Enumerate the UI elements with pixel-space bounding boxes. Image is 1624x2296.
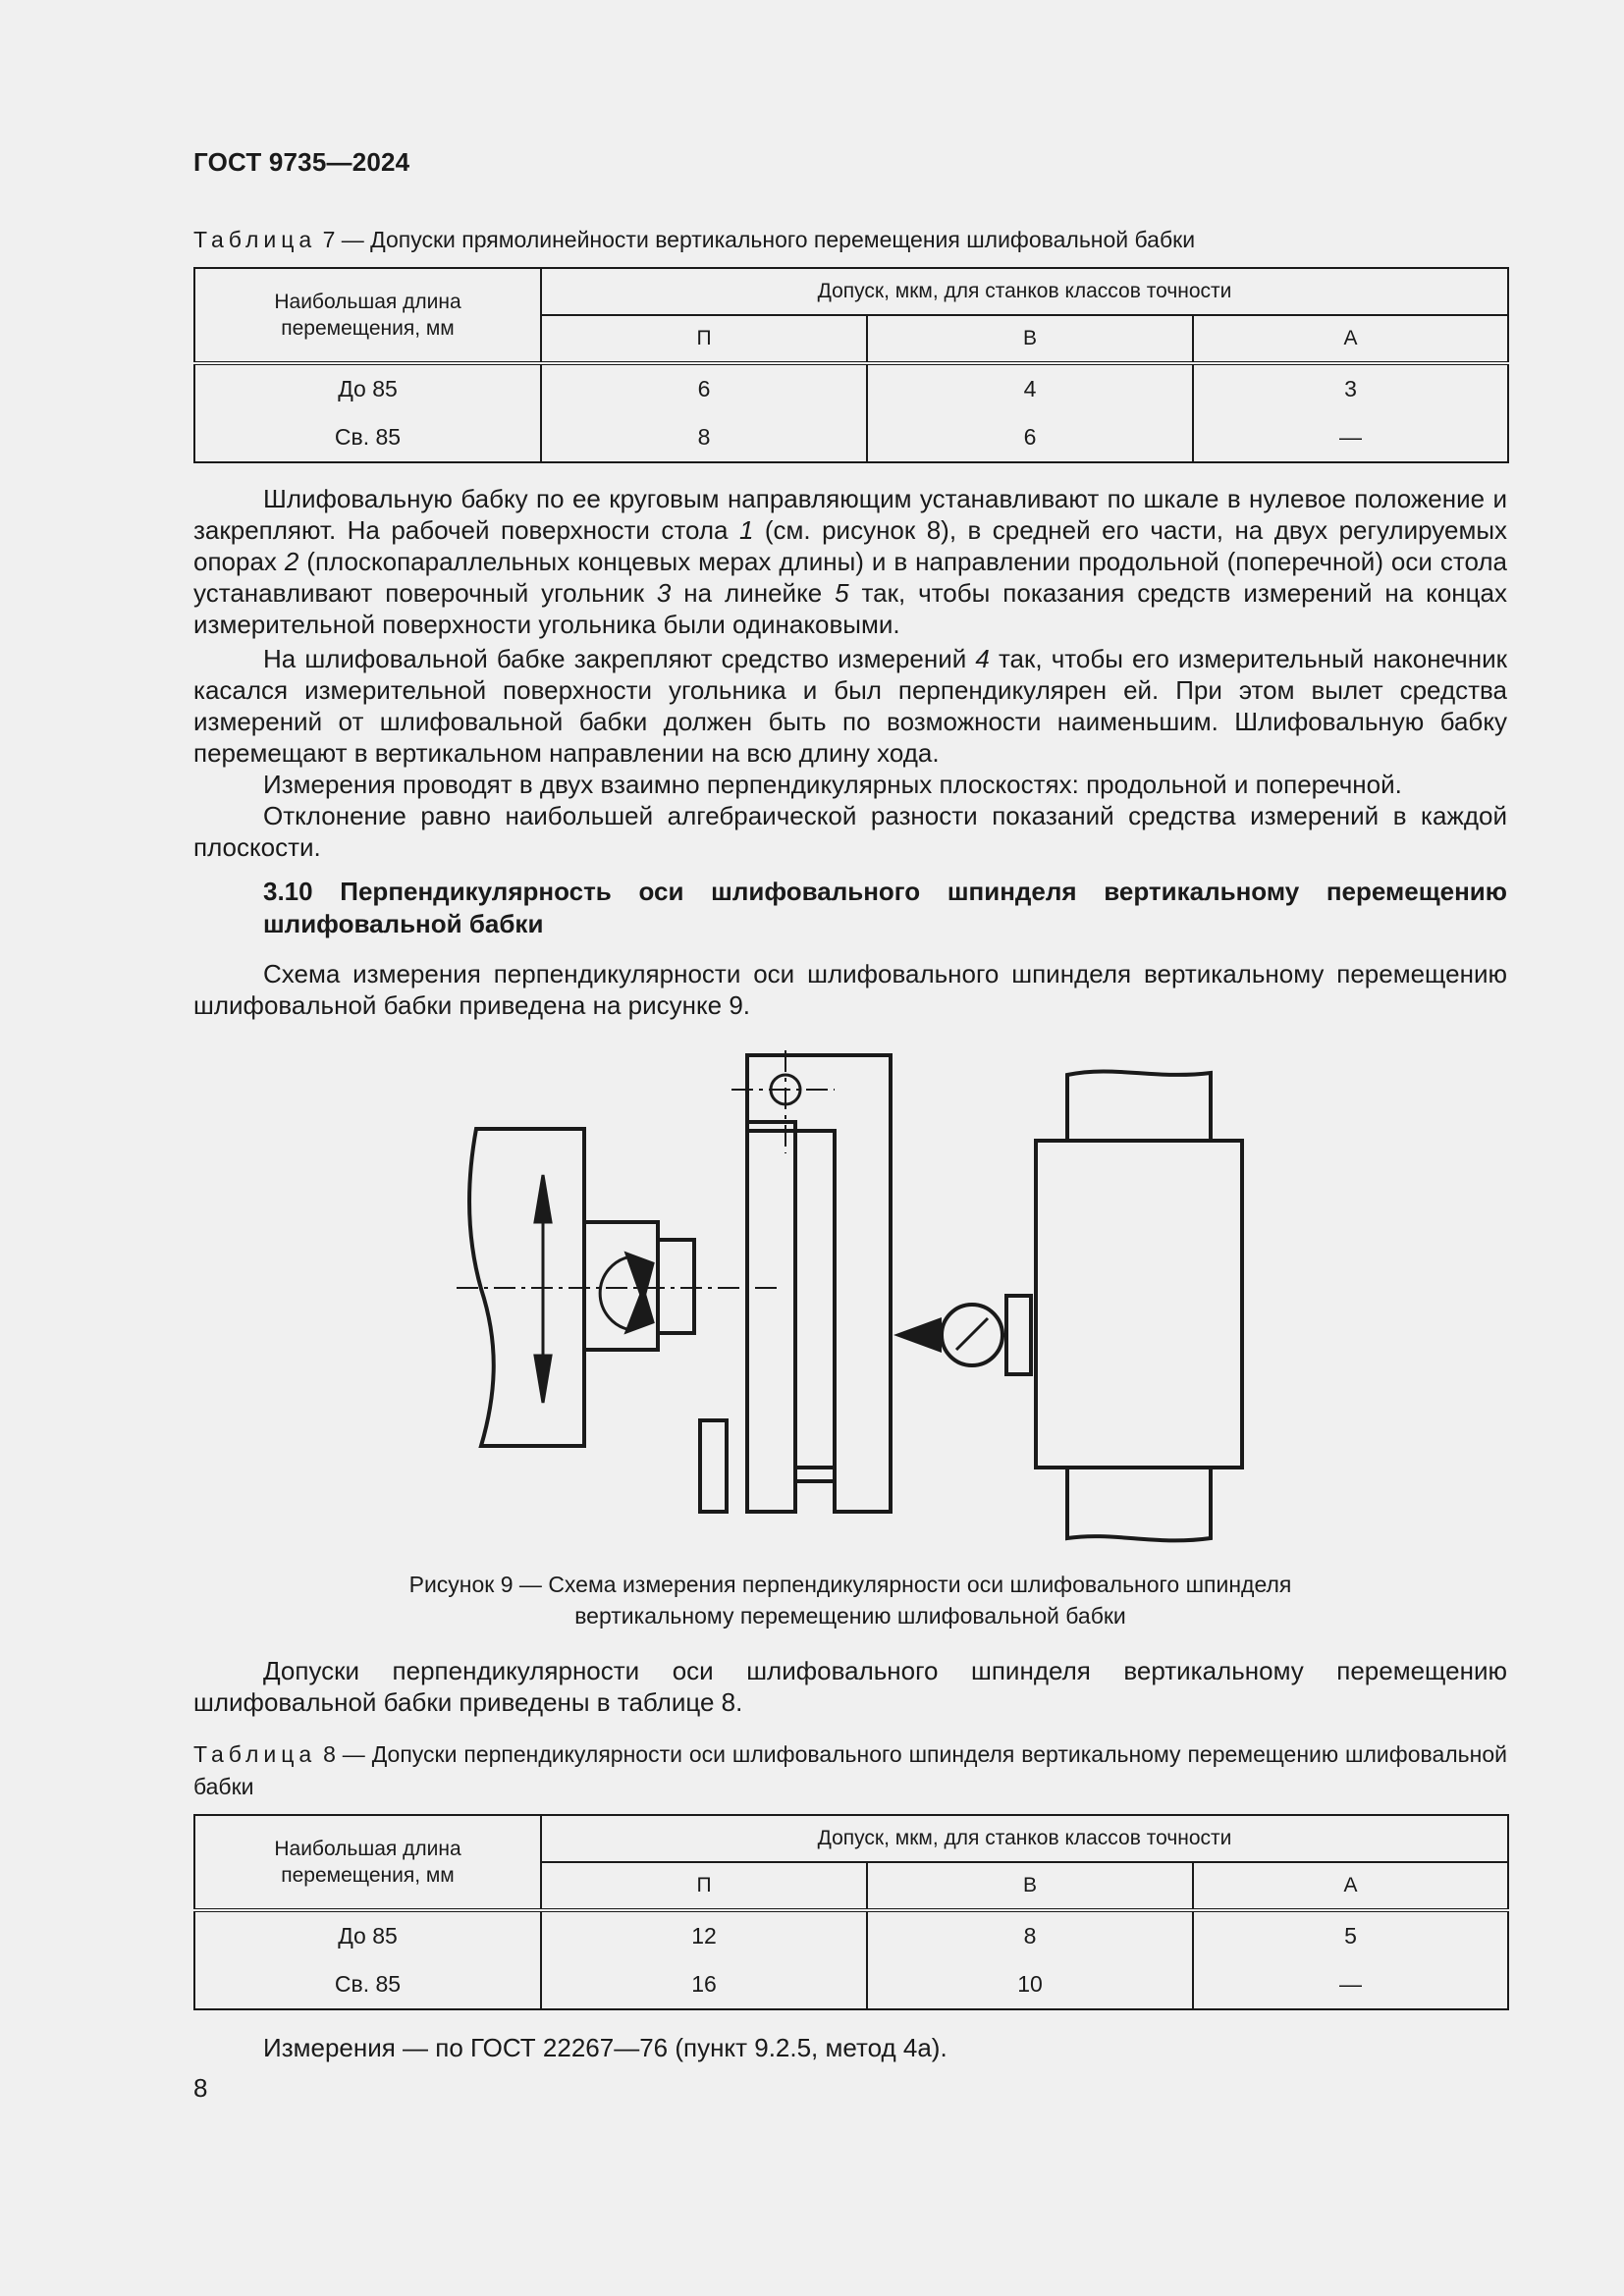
paragraph-figure-ref: Схема измерения перпендикулярности оси шлифовального шпинделя вертикальному перемещению шлифовальной бабки приведена на рисунке 9. [193,959,1507,1020]
table8-cell: До 85 [194,1910,541,1960]
table7-class-p: П [541,315,867,363]
figure-9-diagram [447,1036,1281,1561]
table8-class-v: В [867,1862,1193,1910]
table8-cell: 8 [867,1910,1193,1960]
column-body [1036,1141,1242,1468]
spindle-shaft [658,1240,694,1333]
table7-cell: До 85 [194,363,541,413]
table-row [194,1910,1508,1960]
table8-class-a: А [1193,1862,1508,1910]
paragraph-indicator: На шлифовальной бабке закрепляют средство измерений 4 так, чтобы его измерительный наконечник касался измерительной поверхности угольника и был перпендикулярен ей. При этом вылет средства измерений от шлифовальной бабки должен быть по возможности наименьшим. Шлифовальную бабку перемещают в вертикальном направлении на всю длину хода. [193,644,1507,768]
table8-caption [193,1738,1507,1803]
figure-caption-line: вертикальному перемещению шлифовальной бабки [574,1603,1126,1629]
table-row [194,413,1508,462]
table7-caption-label: Таблица [193,227,317,252]
indicator-mount [1006,1296,1031,1374]
column-top [1067,1071,1211,1141]
square-column [747,1122,795,1512]
table7-cell: 6 [541,363,867,413]
table8-header-length: Наибольшая длина перемещения, мм [194,1815,541,1910]
section-heading-3-10: 3.10 Перпендикулярность оси шлифовального шпинделя вертикальному перемещению шлифовальной бабки [263,877,1507,938]
table8-cell: Св. 85 [194,1960,541,2009]
figure-9-caption [193,1569,1507,1631]
document-header: ГОСТ 9735—2024 [193,147,410,177]
table7-cell: 8 [541,413,867,462]
table7-cell: — [1193,413,1508,462]
page-number: 8 [193,2073,208,2103]
table8-cell: 16 [541,1960,867,2009]
table8-header-tolerance: Допуск, мкм, для станков классов точности [541,1815,1508,1862]
table8-cell: 12 [541,1910,867,1960]
table7-header-length: Наибольшая длина перемещения, мм [194,268,541,363]
paragraph-planes: Измерения проводят в двух взаимно перпендикулярных плоскостях: продольной и поперечной. [263,770,1402,799]
adjustable-support [700,1420,727,1512]
table8-caption-text: 8 — Допуски перпендикулярности оси шлифовального шпинделя вертикальному перемещению шлифовальной бабки [193,1741,1507,1799]
figure-caption-line: Рисунок 9 — Схема измерения перпендикулярности оси шлифовального шпинделя [408,1572,1292,1597]
square-foot [795,1468,835,1481]
table7-caption-text: 7 — Допуски прямолинейности вертикального перемещения шлифовальной бабки [316,227,1196,252]
table7-cell: 3 [1193,363,1508,413]
table8-cell: 10 [867,1960,1193,2009]
table8-caption-label: Таблица [193,1741,317,1767]
table8-cell: — [1193,1960,1508,2009]
table7-cell: Св. 85 [194,413,541,462]
column-bottom [1067,1468,1211,1540]
table7 [193,267,1509,463]
table-row [194,1960,1508,2009]
indicator-tip [893,1317,942,1353]
table7-cell: 6 [867,413,1193,462]
paragraph-deviation: Отклонение равно наибольшей алгебраической разности показаний средства измерений в каждой плоскости. [193,801,1507,862]
table7-cell: 4 [867,363,1193,413]
paragraph-measurement-ref: Измерения — по ГОСТ 22267—76 (пункт 9.2.5, метод 4а). [263,2033,947,2062]
table7-class-v: В [867,315,1193,363]
table8 [193,1814,1509,2010]
table-row [194,363,1508,413]
paragraph-table8-ref: Допуски перпендикулярности оси шлифовального шпинделя вертикальному перемещению шлифовальной бабки приведены в таблице 8. [193,1656,1507,1717]
paragraph-setup: Шлифовальную бабку по ее круговым направляющим устанавливают по шкале в нулевое положение и закрепляют. На рабочей поверхности стола 1 (см. рисунок 8), в средней его части, на двух регулируемых опорах 2 (плоскопараллельных концевых мерах длины) и в направлении продольной (поперечной) оси стола устанавливают поверочный угольник 3 на линейке 5 так, чтобы показания средств измерений на концах измерительной поверхности угольника были одинаковыми. [193,484,1508,639]
table7-class-a: А [1193,315,1508,363]
table8-class-p: П [541,1862,867,1910]
table7-caption [193,224,1507,256]
table8-cell: 5 [1193,1910,1508,1960]
table7-header-tolerance: Допуск, мкм, для станков классов точности [541,268,1508,315]
